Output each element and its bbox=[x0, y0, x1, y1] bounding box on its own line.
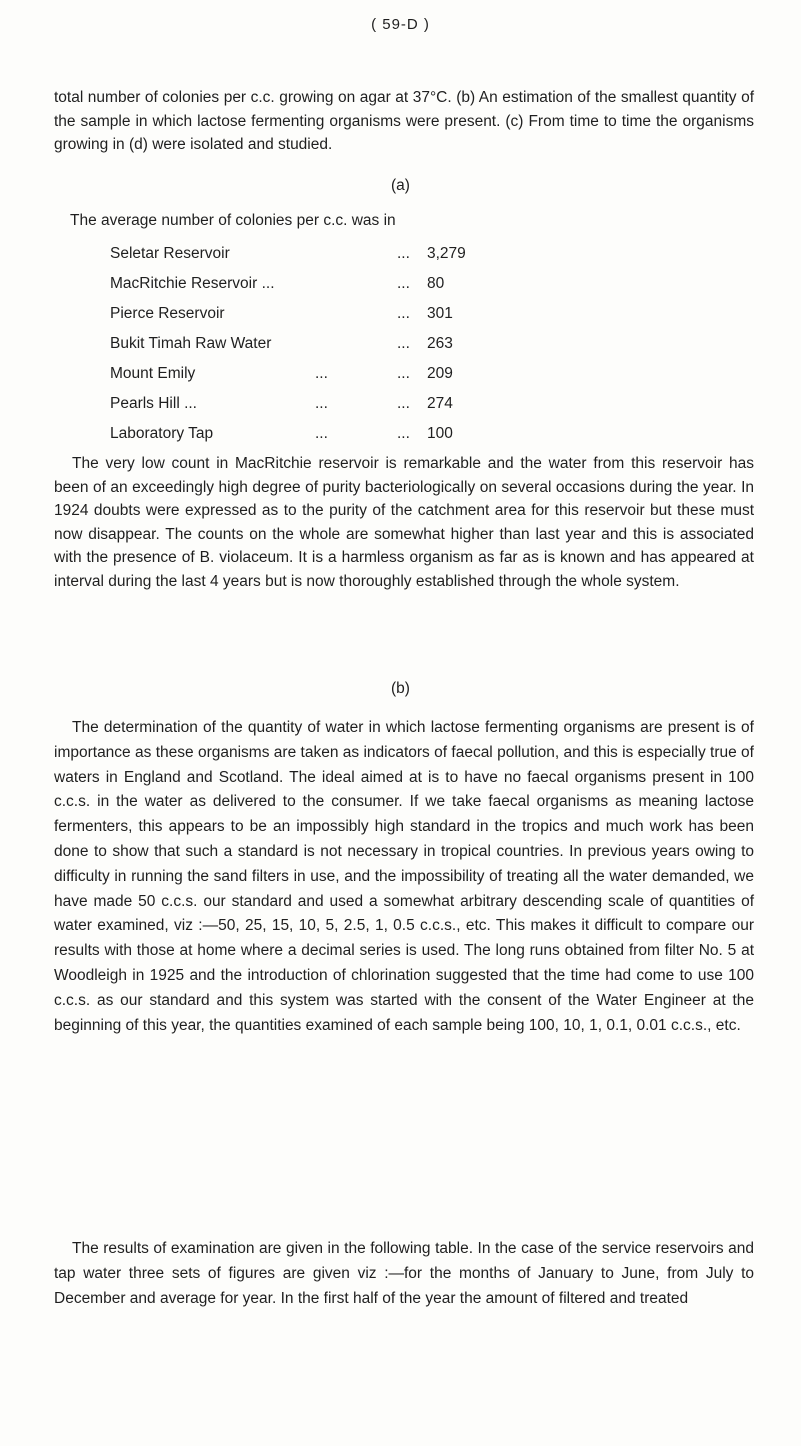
section-b-heading: (b) bbox=[391, 680, 410, 697]
section-b-body-2 bbox=[54, 1237, 754, 1311]
row-leader: ... bbox=[397, 305, 410, 322]
row-leader: ... bbox=[397, 425, 410, 442]
table-row bbox=[110, 245, 530, 275]
row-leader: ... bbox=[397, 395, 410, 412]
row-name: Bukit Timah Raw Water bbox=[110, 335, 272, 352]
table-row bbox=[110, 425, 530, 455]
table-row bbox=[110, 305, 530, 335]
table-row bbox=[110, 365, 530, 395]
section-b-paragraph-2: The results of examination are given in the following table. In the case of the service reservoirs and tap water three sets of figures are given viz :—for the months of January to June, from July to December and average for year. In the first half of the year the amount of filtered and treated bbox=[54, 1240, 754, 1307]
section-a-paragraph: The very low count in MacRitchie reservoir is remarkable and the water from this reservoir has been of an exceedingly high degree of purity bacteriologically on several occasions during the year. In 1924 doubts were expressed as to the purity of the catchment area for this reservoir but these must now disappear. The counts on the whole are somewhat higher than last year and this is associated with the presence of B. violaceum. It is a harmless organism as far as is known and has appeared at interval during the last 4 years but is now thoroughly established through the whole system. bbox=[54, 455, 754, 590]
colony-count-table bbox=[110, 245, 530, 455]
section-b-body bbox=[54, 716, 754, 1038]
row-value: 3,279 bbox=[427, 245, 466, 262]
row-leader: ... bbox=[315, 425, 328, 442]
row-name: Laboratory Tap bbox=[110, 425, 214, 442]
section-a-body bbox=[54, 452, 754, 593]
row-leader: ... bbox=[397, 275, 410, 292]
row-value: 263 bbox=[427, 335, 453, 352]
section-b-paragraph: The determination of the quantity of water in which lactose fermenting organisms are present is of importance as these organisms are taken as indicators of faecal pollution, and this is especially true of waters in England and Scotland. The ideal aimed at is to have no faecal organisms present in 100 c.c.s. in the water as delivered to the consumer. If we take faecal organisms as meaning lactose fermenters, this appears to be an impossibly high standard in the tropics and much work has been done to show that such a standard is not necessary in tropical countries. In previous years owing to difficulty in running the sand filters in use, and the impossibility of treating all the water demanded, we have made 50 c.c.s. our standard and used a somewhat arbitrary descending scale of quantities of water examined, viz :—50, 25, 15, 10, 5, 2.5, 1, 0.5 c.c.s., etc. This makes it difficult to compare our results with those at home where a decimal series is used. The long runs obtained from filter No. 5 at Woodleigh in 1925 and the introduction of chlorination suggested that the time had come to use 100 c.c.s. as our standard and this system was started with the consent of the Water Engineer at the beginning of this year, the quantities examined of each sample being 100, 10, 1, 0.1, 0.01 c.c.s., etc. bbox=[54, 719, 754, 1034]
row-leader: ... bbox=[315, 395, 328, 412]
row-name: Pierce Reservoir bbox=[110, 305, 225, 322]
row-name: Seletar Reservoir bbox=[110, 245, 230, 262]
table-row bbox=[110, 275, 530, 305]
row-leader: ... bbox=[315, 365, 328, 382]
row-value: 209 bbox=[427, 365, 453, 382]
row-value: 100 bbox=[427, 425, 453, 442]
page-number: ( 59-D ) bbox=[371, 16, 430, 33]
row-value: 301 bbox=[427, 305, 453, 322]
table-row bbox=[110, 395, 530, 425]
row-name: MacRitchie Reservoir ... bbox=[110, 275, 275, 292]
row-leader: ... bbox=[397, 245, 410, 262]
section-a-intro: The average number of colonies per c.c. was in bbox=[70, 212, 396, 229]
row-leader: ... bbox=[397, 365, 410, 382]
row-leader: ... bbox=[397, 335, 410, 352]
table-row bbox=[110, 335, 530, 365]
intro-text bbox=[54, 86, 754, 157]
row-name: Pearls Hill ... bbox=[110, 395, 197, 412]
row-value: 80 bbox=[427, 275, 445, 292]
intro-paragraph: total number of colonies per c.c. growing on agar at 37°C. (b) An estimation of the smallest quantity of the sample in which lactose fermenting organisms were present. (c) From time to time the organisms growing in (d) were isolated and studied. bbox=[54, 89, 754, 153]
section-a-heading: (a) bbox=[391, 177, 410, 194]
row-value: 274 bbox=[427, 395, 453, 412]
row-name: Mount Emily bbox=[110, 365, 196, 382]
